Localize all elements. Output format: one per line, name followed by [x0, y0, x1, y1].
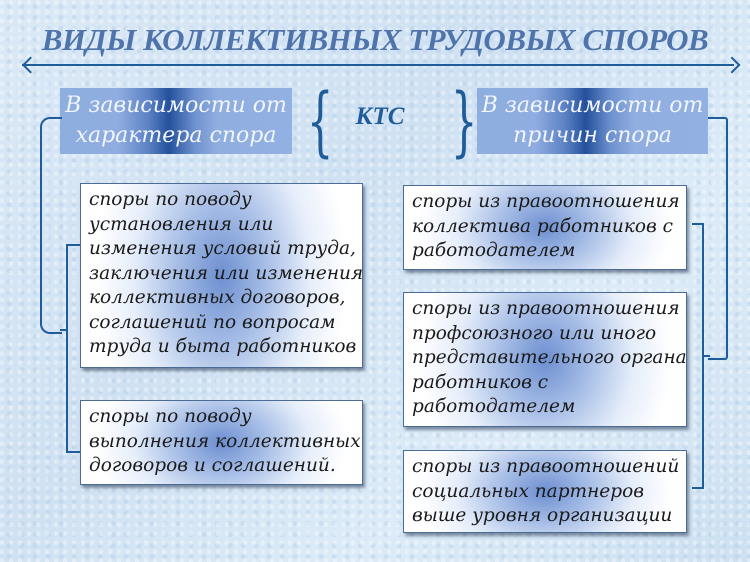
right-item-3 [403, 450, 687, 533]
item-line: коллектива работников с [412, 215, 674, 237]
diagram-title: ВИДЫ КОЛЛЕКТИВНЫХ ТРУДОВЫХ СПОРОВ [41, 22, 709, 57]
left-header-line-1: В зависимости от [65, 93, 287, 118]
right-header-line-2: причин спора [513, 123, 672, 148]
item-line: споры по поводу [89, 406, 252, 427]
item-line: работодателем [412, 240, 576, 261]
item-line: труда и быта работников [89, 336, 357, 357]
left-category-header [60, 88, 292, 154]
right-brace-icon: } [450, 76, 478, 165]
item-line: установления или [89, 213, 274, 235]
item-line: соглашений по вопросам [89, 311, 336, 333]
item-line: споры по поводу [89, 189, 252, 210]
left-header-line-2: характера спора [75, 123, 277, 148]
item-line: изменения условий труда, [89, 238, 356, 259]
item-line: споры из правоотношения [412, 298, 680, 319]
right-header-line-1: В зависимости от [481, 93, 704, 118]
item-line: работодателем [412, 396, 576, 417]
arrow-right-icon [724, 57, 741, 74]
item-line: работников с [412, 371, 549, 393]
left-item-1 [80, 183, 363, 368]
left-outer-connector [40, 117, 62, 334]
item-line: заключения или изменения [89, 262, 364, 284]
left-item-2 [80, 400, 363, 485]
item-line: выше уровня организации [412, 505, 673, 526]
item-line: коллективных договоров, [89, 287, 346, 308]
arrow-left-icon [22, 57, 39, 74]
item-line: социальных партнеров [412, 480, 644, 502]
right-category-header [477, 88, 708, 154]
item-line: споры из правоотношений [412, 456, 680, 477]
center-label: КТС [355, 103, 405, 130]
left-brace-icon: { [306, 76, 334, 165]
right-bracket-link [702, 355, 710, 357]
item-line: выполнения коллективных [89, 430, 361, 452]
right-item-2 [403, 292, 687, 427]
left-bracket-link [60, 329, 68, 331]
item-line: профсоюзного или иного [412, 322, 657, 344]
item-line: договоров и соглашений. [89, 455, 336, 476]
left-inner-bracket [66, 244, 80, 453]
item-line: споры из правоотношения [412, 191, 680, 212]
item-line: представительного органа [412, 347, 687, 368]
right-outer-connector [708, 117, 728, 360]
double-arrow-line [22, 64, 734, 66]
right-item-1 [403, 185, 687, 270]
